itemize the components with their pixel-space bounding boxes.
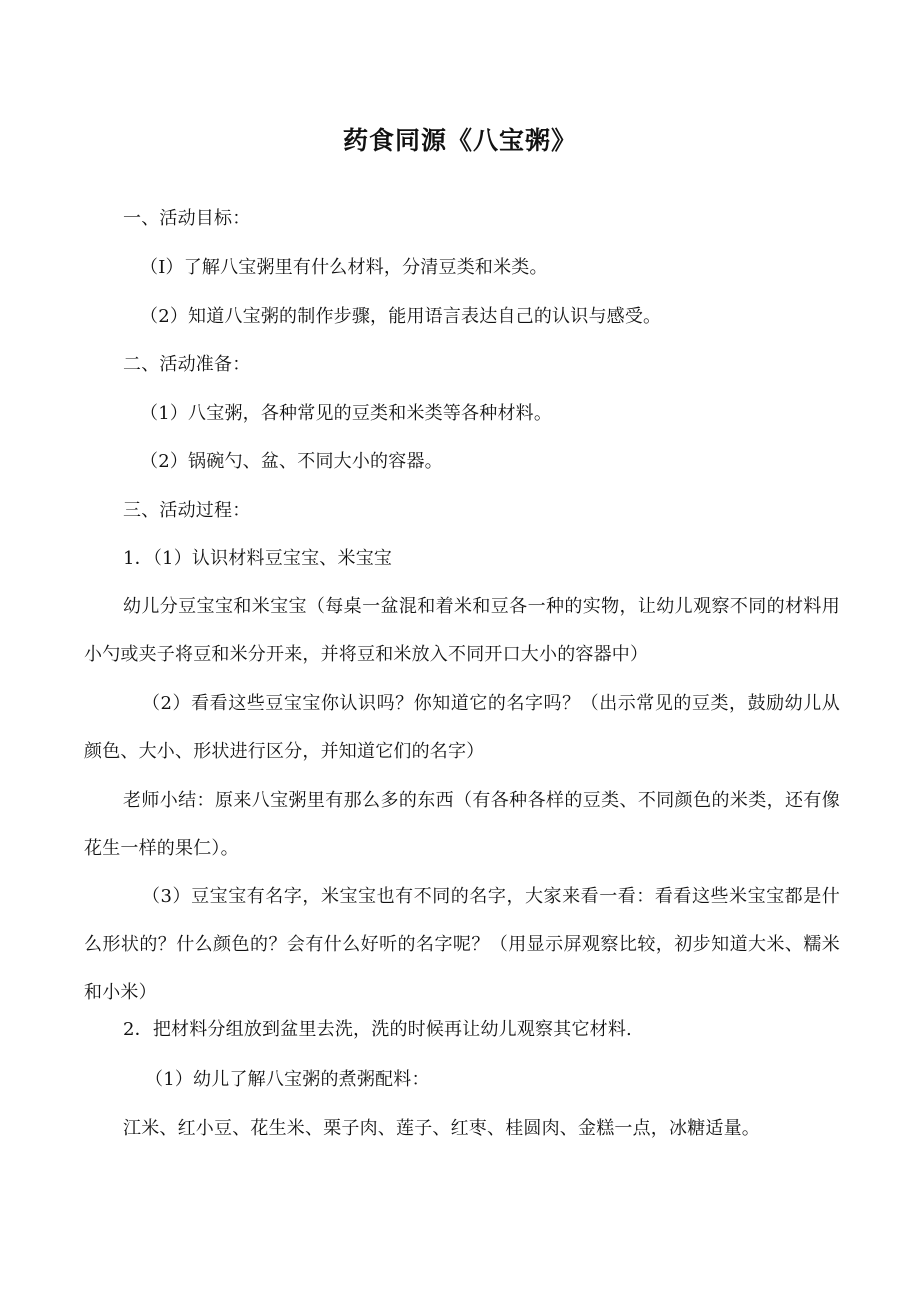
step-1-paragraph-1: 幼儿分豆宝宝和米宝宝（每桌一盆混和着米和豆各一种的实物，让幼儿观察不同的材料用小勺或夹子将豆和米分开来，并将豆和米放入不同开口大小的容器中） — [84, 596, 840, 665]
document-title: 药食同源《八宝粥》 — [342, 126, 577, 155]
step-1-paragraph-4: （3）豆宝宝有名字，米宝宝也有不同的名字，大家来看一看：看看这些米宝宝都是什么形状的？什么颜色的？会有什么好听的名字呢？（用显示屏观察比较，初步知道大米、糯米和小米） — [84, 886, 840, 1003]
goal-item-2: （2）知道八宝粥的制作步骤，能用语言表达自己的认识与感受。 — [140, 306, 662, 327]
section-heading-goals: 一、活动目标： — [123, 208, 251, 229]
goal-item-1: （I）了解八宝粥里有什么材料，分清豆类和米类。 — [140, 257, 548, 278]
section-heading-process: 三、活动过程： — [123, 500, 251, 521]
step-2-ingredients: 江米、红小豆、花生米、栗子肉、莲子、红枣、桂圆肉、金糕一点，冰糖适量。 — [123, 1118, 760, 1139]
section-heading-preparation: 二、活动准备： — [123, 354, 251, 375]
step-1-title: 1．（1）认识材料豆宝宝、米宝宝 — [123, 548, 393, 569]
step-2-item-1: （1）幼儿了解八宝粥的煮粥配料： — [145, 1069, 430, 1090]
step-1-paragraph-3: 老师小结：原来八宝粥里有那么多的东西（有各种各样的豆类、不同颜色的米类，还有像花生一样的果仁）。 — [84, 790, 840, 859]
preparation-item-1: （1）八宝粥，各种常见的豆类和米类等各种材料。 — [140, 403, 553, 424]
step-2-title: 2．把材料分组放到盆里去洗，洗的时候再让幼儿观察其它材料. — [123, 1019, 632, 1040]
step-1-paragraph-2: （2）看看这些豆宝宝你认识吗？你知道它的名字吗？（出示常见的豆类，鼓励幼儿从颜色、大小、形状进行区分，并知道它们的名字） — [84, 693, 840, 762]
preparation-item-2: （2）锅碗勺、盆、不同大小的容器。 — [140, 451, 443, 472]
